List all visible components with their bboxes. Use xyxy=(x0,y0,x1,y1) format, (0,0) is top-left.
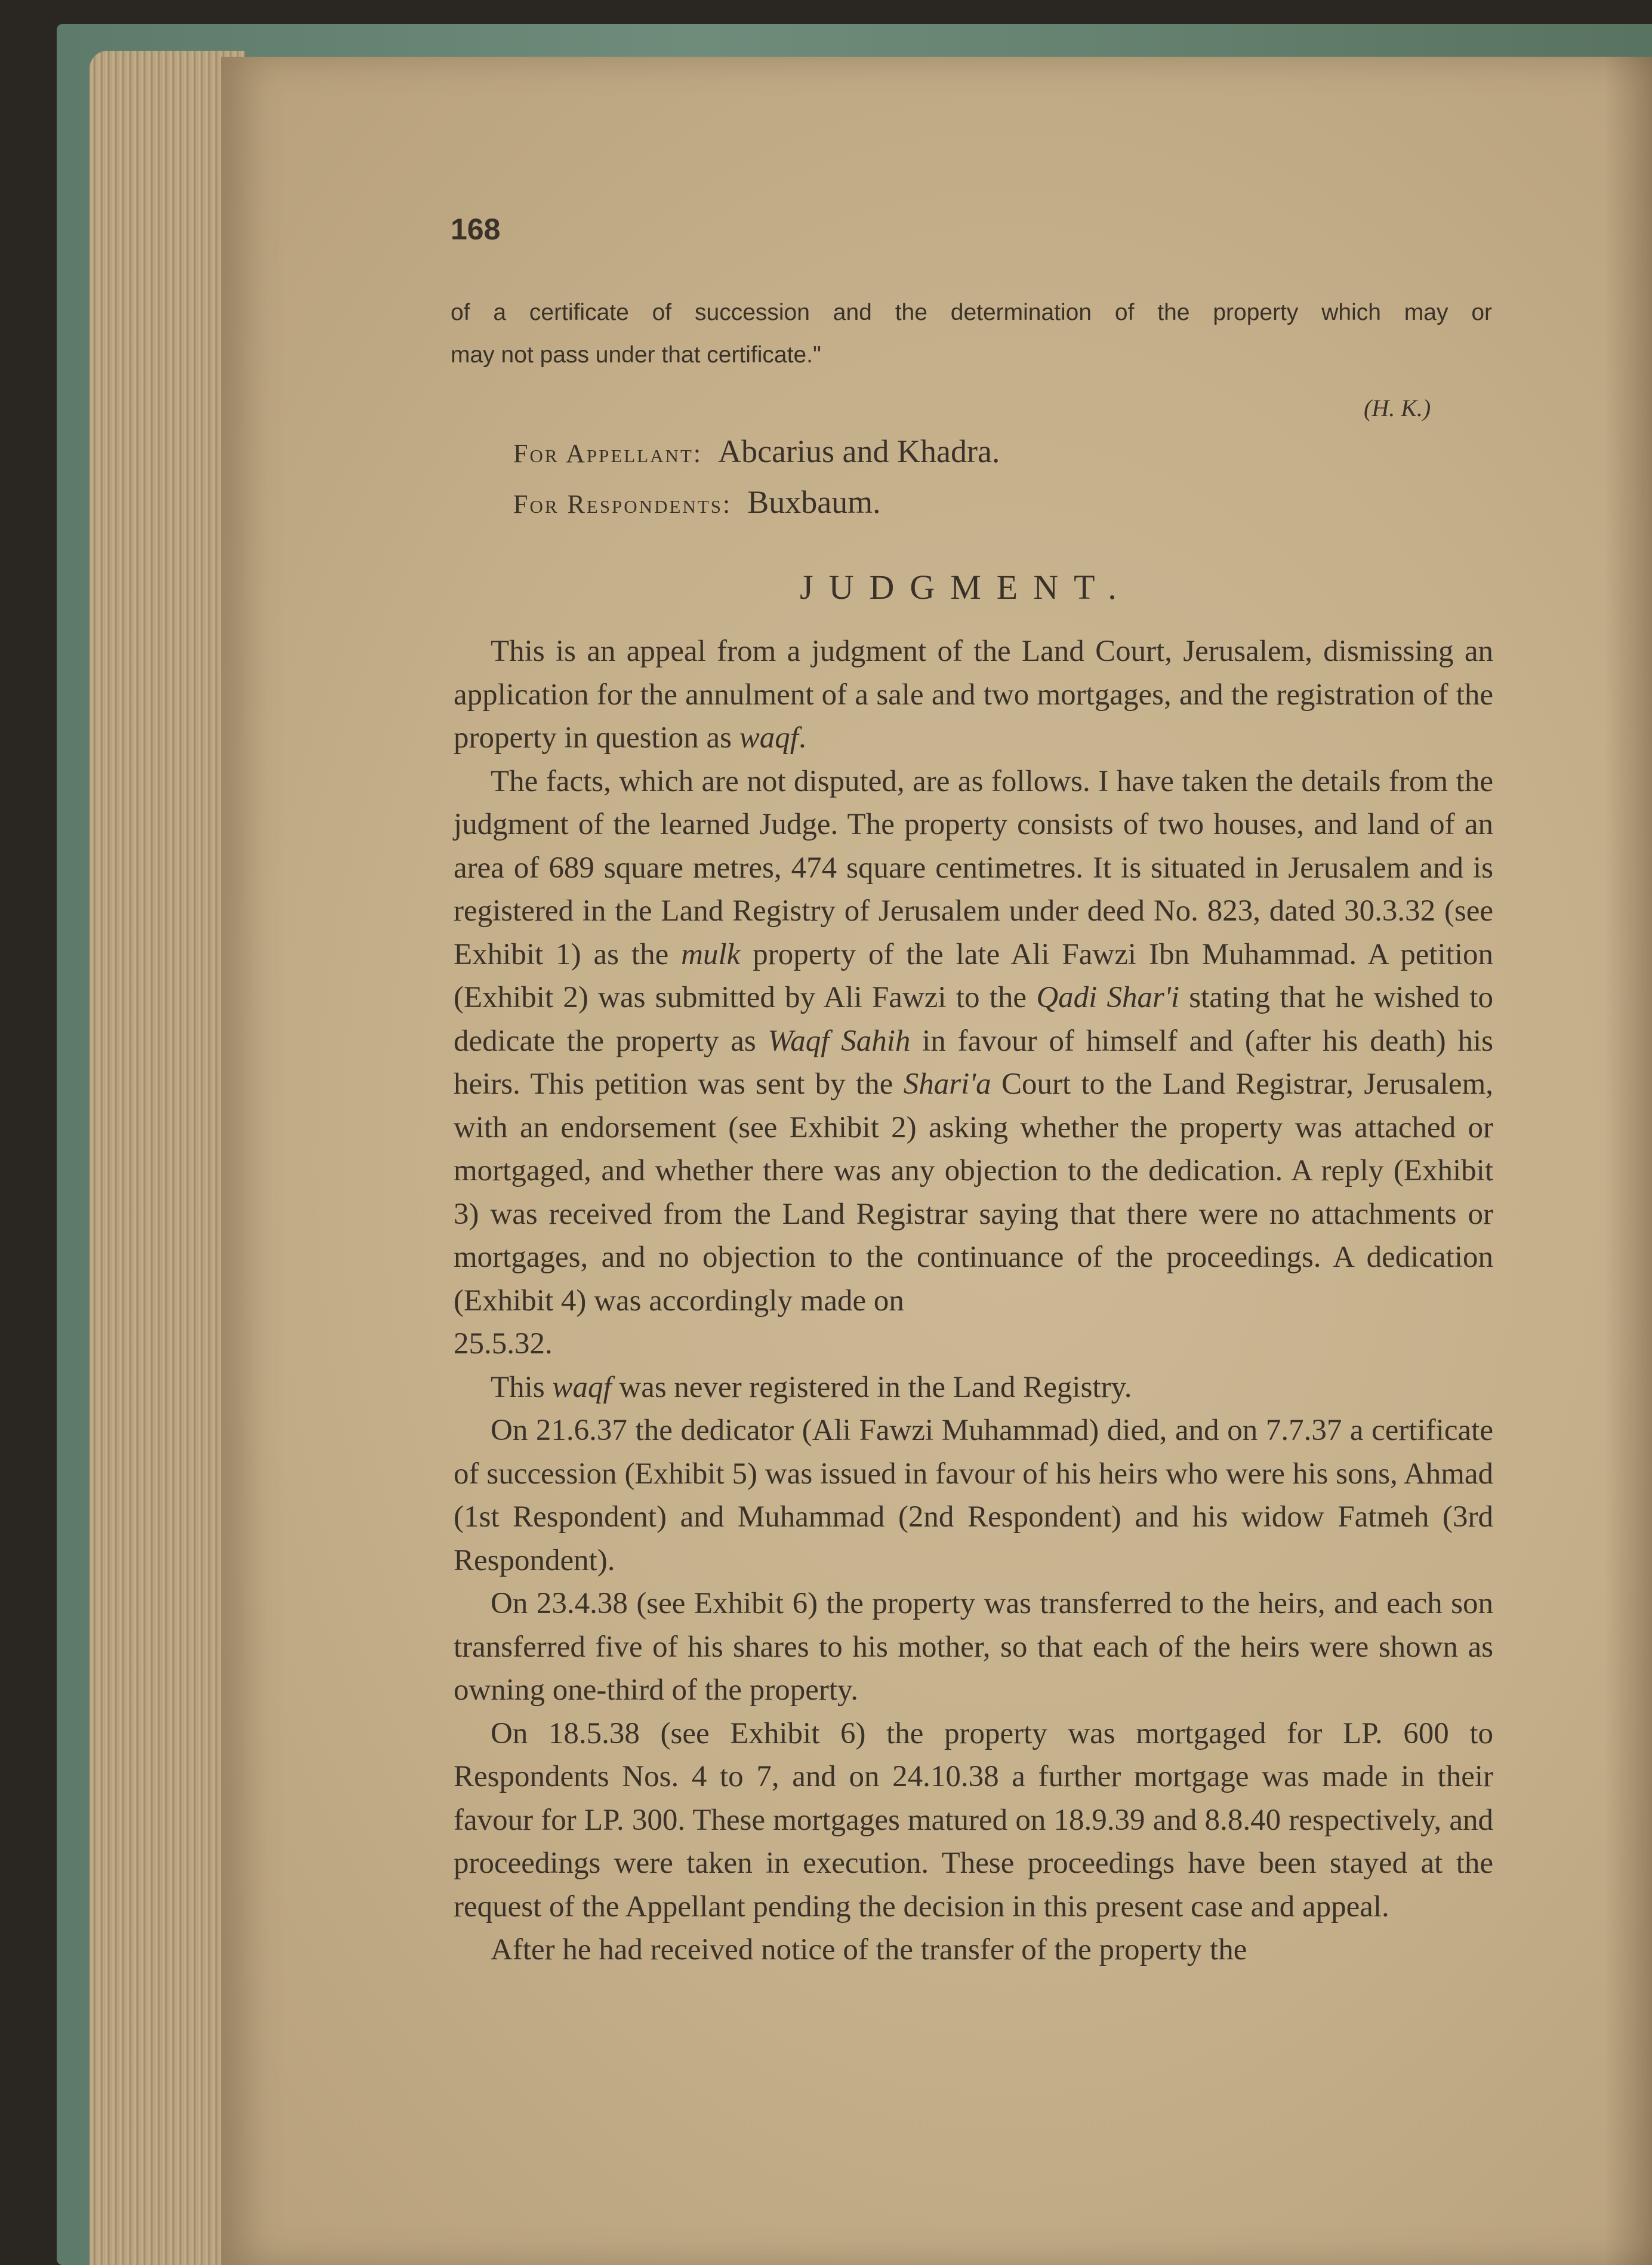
quote-line-1: of a certificate of succession and the determination of the property which may or xyxy=(451,300,1492,325)
quote-block xyxy=(451,291,1492,376)
counsel-name: Buxbaum. xyxy=(747,484,881,520)
judgment-body xyxy=(454,630,1493,1972)
italic-term: Shari'a xyxy=(903,1067,991,1101)
paragraph-text: in favour of himself and (after his death) his heirs. This petition was sent by the xyxy=(454,1024,1493,1101)
counsel-respondents xyxy=(513,484,881,521)
paragraph-text: stating that he wished to dedicate the property as xyxy=(454,981,1493,1058)
italic-term: waqf xyxy=(552,1370,612,1404)
counsel-role: For Appellant: xyxy=(513,439,703,468)
paragraph: On 18.5.38 (see Exhibit 6) the property was mortgaged for LP. 600 to Respondents Nos. 4 to 7, and on 24.10.38 a further mortgage was made in their favour for LP. 300. These mortgages matured on 18.9.39 and 8.8.40 respectively, and proceedings were taken in execution. These proceedings have been stayed at the request of the Appellant pending the decision in this present case and appeal. xyxy=(454,1716,1493,1924)
paragraph-text: The facts, which are not disputed, are as follows. I have taken the details from the judgment of the learned Judge. The property consists of two houses, and land of an area of 689 square metres, 474 square centimetres. It is situated in Jerusalem and is registered in the Land Registry of Jerusalem under deed No. 823, dated 30.3.32 (see Exhibit 1) as the xyxy=(454,764,1493,971)
paragraph xyxy=(454,1366,1493,1410)
counsel-name: Abcarius and Khadra. xyxy=(718,433,1000,469)
counsel-role: For Respondents: xyxy=(513,490,732,519)
italic-term: Qadi Shar'i xyxy=(1036,981,1179,1014)
page-number: 168 xyxy=(451,213,501,246)
counsel-appellant xyxy=(513,433,1000,470)
paragraph-text: This xyxy=(491,1370,553,1404)
paragraph: On 23.4.38 (see Exhibit 6) the property was transferred to the heirs, and each son transferred five of his shares to his mother, so that each of the heirs were shown as owning one-third of the property. xyxy=(454,1587,1493,1707)
italic-term: Waqf Sahih xyxy=(768,1024,911,1058)
paragraph xyxy=(454,760,1493,1366)
paragraph: On 21.6.37 the dedicator (Ali Fawzi Muhammad) died, and on 7.7.37 a certificate of succession (Exhibit 5) was issued in favour of his heirs who were his sons, Ahmad (1st Respondent) and Muhammad (2nd Respondent) and his widow Fatmeh (3rd Respondent). xyxy=(454,1414,1493,1577)
paragraph-text: Court to the Land Registrar, Jerusalem, with an endorsement (see Exhibit 2) asking whether the property was attached or mortgaged, and whether there was any objection to the dedication. A reply (Exhibit 3) was received from the Land Registrar saying that there were no attachments or mortgages, and no objection to the continuance of the proceedings. A dedication (Exhibit 4) was accordingly made on xyxy=(454,1067,1493,1318)
paragraph-text: was never registered in the Land Registry. xyxy=(611,1370,1132,1404)
paragraph-text: 25.5.32. xyxy=(454,1327,553,1361)
paragraph xyxy=(454,630,1493,760)
paragraph-text: . xyxy=(798,721,806,755)
quote-line-2: may not pass under that certificate." xyxy=(451,342,821,368)
author-initials: (H. K.) xyxy=(1364,395,1431,421)
paragraph: After he had received notice of the transfer of the property the xyxy=(491,1933,1247,1967)
judgment-heading: JUDGMENT. xyxy=(800,568,1132,607)
page-gutter-shadow xyxy=(1604,57,1652,2265)
italic-term: waqf xyxy=(739,721,799,755)
paragraph-text: property of the late Ali Fawzi Ibn Muhammad. A petition (Exhibit 2) was submitted by Ali Fawzi to the xyxy=(454,937,1494,1014)
italic-term: mulk xyxy=(681,937,741,971)
paragraph-text: This is an appeal from a judgment of the Land Court, Jerusalem, dismissing an application for the annulment of a sale and two mortgages, and the registration of the property in question as xyxy=(454,635,1493,755)
